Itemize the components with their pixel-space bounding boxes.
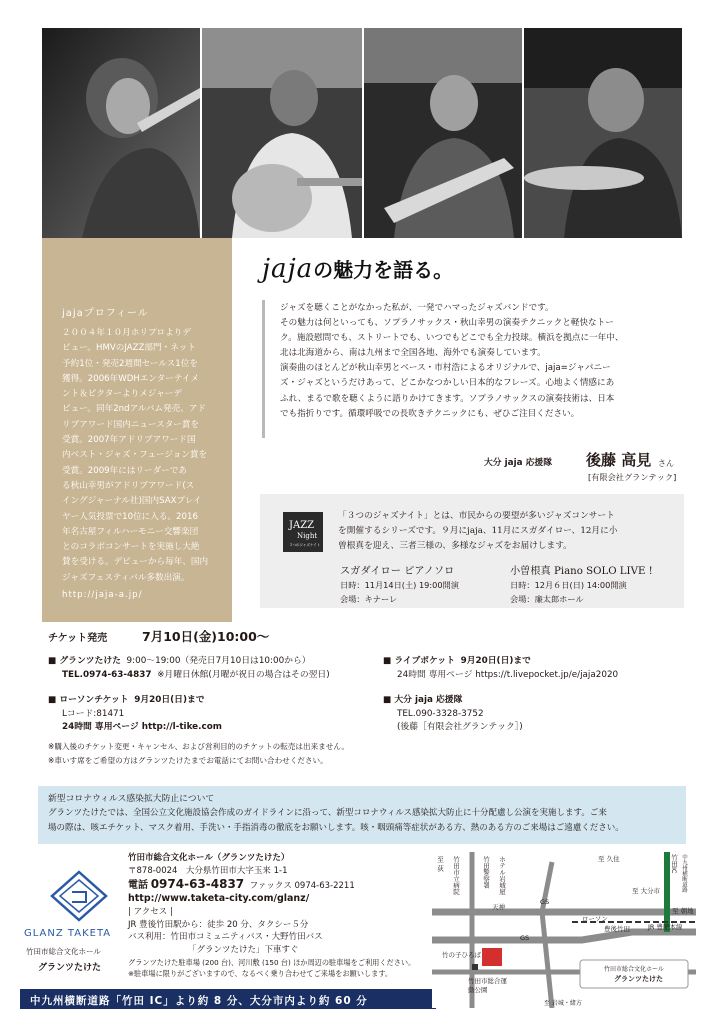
event-1-title: スガダイロー ピアノソロ — [340, 566, 455, 577]
band-photo-guitar — [202, 28, 362, 238]
ticket-release-date: 7月10日(金)10:00～ — [142, 629, 270, 644]
covid-title: 新型コロナウィルス感染拡大防止について — [48, 794, 215, 804]
access-map — [432, 852, 696, 1008]
venue-logo-sub: 竹田市総合文化ホール — [26, 947, 101, 956]
glanz-logo-text: GLANZ TAKETA — [24, 928, 112, 939]
map-label: JR 豊肥本線 — [648, 923, 683, 931]
access-bus: バス利用：竹田市コミュニティバス・大野竹田バス — [128, 932, 323, 943]
profile-panel — [42, 238, 232, 622]
venue-info — [128, 852, 428, 979]
map-label: 至 岩城・緒方 — [544, 1000, 582, 1007]
headline — [262, 254, 453, 284]
outlet-name: ■ ライブポケット — [383, 656, 455, 666]
signature-company: [有限会社グランテック] — [588, 472, 677, 482]
map-label: 竹田市総合文化ホール — [604, 966, 664, 973]
parking-info: グランツたけた駐車場 (200 台)、河川敷 (150 台) ほか周辺の駐車場をご利用ください。 — [128, 957, 416, 967]
ticket-heading: チケット発売 — [48, 633, 108, 644]
outlet-name: ■ ローソンチケット — [48, 695, 129, 705]
covid-body: グランツたけたでは、全国公立文化施設協会作成のガイドラインに沿って、新型コロナウィルス感染拡大防止に十分配慮し公演を実施します。ご来 場の際は、咳エチケット、マスク着用、手洗い・手指消毒の徹底をお願いします。咳・咽頭痛等症状がある方、熱のある方のご来場はご遠慮ください。 — [48, 808, 624, 834]
map-label: GS — [520, 934, 530, 942]
map-label: 中九州横断道路 — [681, 854, 687, 893]
outlet-name: ■ グランツたけた — [48, 656, 121, 666]
ticket-outlet-glanz — [48, 655, 330, 682]
tel-label: 電話 — [128, 880, 148, 892]
ticket-note-1: ※購入後のチケット変更・キャンセル、および営利目的のチケットの転売は出来ません。 — [48, 742, 349, 751]
map-label: GS — [540, 898, 550, 906]
outlet-name: ■ 大分 jaja 応援隊 — [383, 695, 463, 705]
venue-fax: ファックス 0974-63-2211 — [249, 881, 355, 892]
map-label: ローソン — [582, 915, 608, 923]
jazz-logo-l1: JAZZ — [289, 520, 315, 531]
event-1-date: 日時：11月14日(土) 19:00開演 — [340, 580, 459, 590]
map-label: ホテル岩城屋 — [498, 856, 506, 895]
outlet-deadline: 9月20日(日)まで — [460, 656, 531, 666]
outlet-deadline: 9月20日(日)まで — [134, 695, 205, 705]
headline-brand: jaja — [262, 254, 314, 284]
event-1-venue: 会場：キナーレ — [340, 594, 398, 604]
map-label: 竹田警察署 — [482, 856, 490, 889]
map-label: 至 朝地 — [672, 907, 694, 915]
parking-note: ※駐車場に限りがございますので、なるべく乗り合わせてご来場をお願いします。 — [128, 968, 393, 978]
venue-logo-name: グランツたけた — [38, 963, 102, 973]
map-label: 竹田市総合運動公園 — [468, 977, 507, 994]
venue-marker — [482, 948, 502, 966]
band-photo-sax — [42, 28, 200, 238]
band-photo-bass — [364, 28, 522, 238]
venue-name: 竹田市総合文化ホール（グランツたけた） — [128, 853, 290, 863]
outlet-url[interactable]: 24時間 専用ページ http://l-tike.com — [62, 722, 222, 732]
outlet-contact: (後藤［有限会社グランテック］) — [397, 722, 523, 732]
outlet-url[interactable]: 24時間 専用ページ https://t.livepocket.jp/e/jaja2020 — [397, 669, 619, 680]
signature-name: 後藤 高見 — [586, 451, 652, 469]
map-label: 豊後竹田 — [604, 925, 630, 933]
band-photo-drums — [524, 28, 682, 238]
footer-directions: 中九州横断道路「竹田 IC」より約 8 分、大分市内より約 60 分 — [30, 995, 368, 1007]
outlet-closed-note: ※月曜日休館(月曜が祝日の場合はその翌日) — [157, 669, 330, 680]
outlet-tel: TEL.090-3328-3752 — [397, 708, 484, 719]
outlet-lcode: Lコード:81471 — [62, 708, 125, 719]
event-2-date: 日時：12月６日(日) 14:00開演 — [510, 580, 627, 590]
venue-tel: 0974-63-4837 — [150, 877, 245, 892]
event-2-venue: 会場：廉太郎ホール — [510, 594, 584, 604]
venue-url[interactable]: http://www.taketa-city.com/glanz/ — [128, 893, 310, 905]
ticket-outlet-lawson — [48, 694, 222, 735]
intro-rule — [262, 300, 265, 438]
profile-url[interactable]: http://jaja-a.jp/ — [62, 590, 143, 600]
venue-address: 〒878-0024 大分県竹田市大字玉来 1-1 — [128, 865, 288, 876]
jazz-logo-l3: ３つのジャズナイト — [289, 543, 321, 547]
profile-body: ２００４年１０月ホリプロよりデ ビュー。HMVのJAZZ部門・ネット 予約1位・発売2週間セールス1位を 獲得。2006年WDHエンターテイメ ント＆ビクターよりメジャーデ ビュー。同年2ndアルバム発売、アド リブアワード国内ニュースター賞を 受賞。2007年アドリブアワード国 内ベスト・ジャズ・フュージョン賞を 受賞。2009年にはリーダーであ る秋山幸男がアドリブアワード(ス イングジャーナル社)国内SAXプレイ ヤー人気投票で10位に入る。2016 年名古屋フィルハーモニー交響楽団 とのコラボコンサートを実施し大絶 賛を受ける。デビューから毎年、国内 ジャズフェスティバル多数出演。 — [62, 328, 209, 583]
jazz-night-logo — [283, 512, 323, 552]
map-label: 竹田市立病院 — [452, 856, 460, 895]
map-label: 至 荻 — [436, 856, 444, 872]
access-train: JR 豊後竹田駅から：徒歩 20 分、タクシー５分 — [128, 919, 309, 930]
map-label: グランツたけた — [614, 975, 663, 983]
headline-rest: の魅力を語る。 — [313, 258, 454, 282]
access-heading: | アクセス | — [128, 906, 173, 917]
ticket-note-2: ※車いす席をご希望の方はグランツたけたまでお電話にてお問い合わせください。 — [48, 756, 328, 765]
map-label: 竹田IC — [670, 854, 678, 874]
ticket-outlet-jaja-support — [383, 694, 523, 735]
map-label: 竹の子ひろば — [442, 951, 481, 959]
signature-org: 大分 jaja 応援隊 — [484, 458, 553, 468]
ticket-outlet-livepocket — [383, 655, 618, 682]
outlet-tel: TEL.0974-63-4837 — [62, 669, 152, 680]
access-bus-stop: 「グランツたけた」下車すぐ — [188, 944, 299, 955]
outlet-hours: 9:00～19:00（発売日7月10日は10:00から） — [126, 656, 311, 666]
glanz-logo-icon — [50, 870, 108, 922]
map-label: 至 久住 — [598, 855, 620, 863]
signature-honorific: さん — [658, 459, 674, 468]
jazz-logo-l2: Night — [297, 532, 318, 540]
map-label: 至 大分市 — [632, 887, 661, 895]
intro-text: ジャズを聴くことがなかった私が、一発でハマったジャズバンドです。 その魅力は何といっても、ソプラノサックス・秋山幸男の演奏テクニックと軽快なトー ク。施設慰問でも、ストリートでも、いつでもどこでも全力投球。横浜を拠点に一年中、 北は北海道から、南は九州まで全国各地、海外でも演奏しています。 演奏曲のほとんどが秋山幸男とベース・市村浩によるオリジナルで、jaja=ジャパニー ズ・ジャズというだけあって、どこかなつかしい日本的なフレーズ。心地よく情感にあ ふれ、まるで歌を聴くように語りかけてきます。ソプラノサックスの演奏技術は、日本 でも指折りです。循環呼吸での長吹きテクニックにも、ぜひご注目ください。 — [280, 303, 624, 419]
map-label: 天神 — [492, 903, 505, 911]
profile-title: jajaプロフィール — [62, 308, 149, 319]
concert-description: 「３つのジャズナイト」とは、市民からの要望が多いジャズコンサート を開催するシリーズです。９月にjaja、11月にスガダイロー、12月に小 曽根真を迎え、三者三様の、多様なジャズをお届けします。 — [338, 511, 618, 552]
event-2-title: 小曽根真 Piano SOLO LIVE ! — [510, 566, 653, 577]
